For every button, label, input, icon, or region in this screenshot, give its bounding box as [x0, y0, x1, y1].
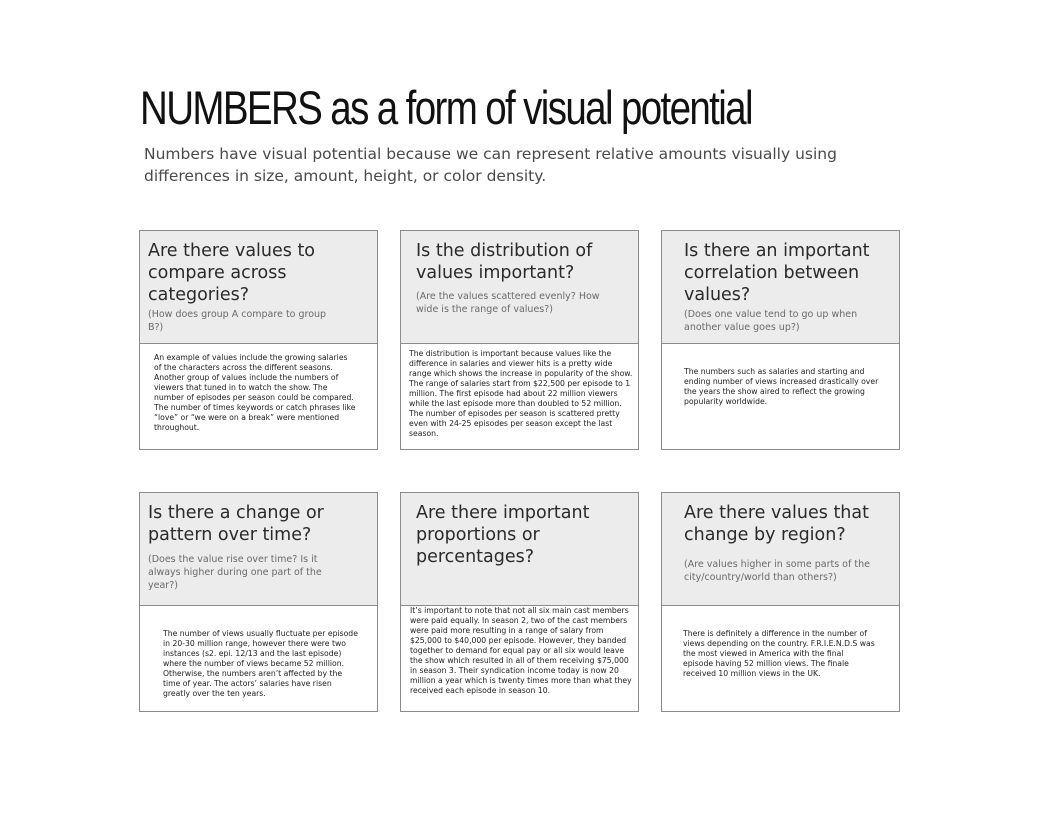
card-question: Are there important proportions or percentages? — [416, 503, 590, 567]
card-header — [401, 231, 638, 344]
card-compare-categories — [139, 230, 378, 450]
card-answer: The distribution is important because values like the difference in salaries and viewer hits is a pretty wide range which shows the increase in popularity of the show. The range of salaries start from $22,500 per episode to 1 million. The first episode had about 22 million viewers while the last episode more than doubled to 52 million. The number of episodes per season is scattered pretty even with 24-25 episodes per season except the last season. — [409, 349, 633, 438]
card-answer: An example of values include the growing salaries of the characters across the different seasons. Another group of values include the numbers of viewers that tuned in to watch the show. The number of episodes per season could be compared. The number of times keywords or catch phrases like “love” or “we were on a break” were mentioned throughout. — [154, 353, 356, 432]
card-proportions — [400, 492, 639, 712]
card-header — [662, 231, 899, 344]
card-answer: The number of views usually fluctuate per episode in 20-30 million range, however there were two instances (s2. epi. 12/13 and the last episode) where the number of views became 52 million. Otherwise, the numbers aren’t affected by the time of year. The actors’ salaries have risen greatly over the ten years. — [163, 629, 358, 698]
card-question: Is there a change or pattern over time? — [148, 503, 324, 545]
card-subquestion: (Does one value tend to go up when another value goes up?) — [684, 309, 858, 333]
card-header — [140, 493, 377, 606]
page-subtitle: Numbers have visual potential because we can represent relative amounts visually using differences in size, amount, height, or color density. — [144, 145, 837, 185]
card-change-over-time — [139, 492, 378, 712]
card-header — [662, 493, 899, 606]
card-question: Is there an important correlation between values? — [684, 241, 870, 305]
card-distribution — [400, 230, 639, 450]
card-subquestion: (How does group A compare to group B?) — [148, 309, 327, 333]
card-answer: The numbers such as salaries and starting and ending number of views increased drastically over the years the show aired to reflect the growing popularity worldwide. — [684, 367, 879, 406]
card-subquestion: (Are the values scattered evenly? How wide is the range of values?) — [416, 291, 600, 315]
page-title: NUMBERS as a form of visual potential — [140, 81, 752, 134]
card-header — [140, 231, 377, 344]
card-question: Are there values that change by region? — [684, 503, 869, 545]
card-subquestion: (Are values higher in some parts of the city/country/world than others?) — [684, 559, 870, 583]
card-subquestion: (Does the value rise over time? Is it always higher during one part of the year?) — [148, 554, 322, 591]
card-question: Are there values to compare across categories? — [148, 241, 316, 305]
card-question: Is the distribution of values important? — [416, 241, 593, 283]
card-answer: There is definitely a difference in the number of views depending on the country. F.R.I.E.N.D.S was the most viewed in America with the final episode having 52 million views. The finale received 10 million views in the UK. — [683, 629, 875, 678]
card-answer: It’s important to note that not all six main cast members were paid equally. In season 2, two of the cast members were paid more resulting in a range of salary from $25,000 to $40,000 per episode. However, they banded together to demand for equal pay or all six would leave the show which resulted in all of them receiving $75,000 in season 3. Their syndication income today is now 20 million a year which is twenty times more than what they received each episode in season 10. — [410, 606, 632, 695]
card-correlation — [661, 230, 900, 450]
card-header — [401, 493, 638, 606]
card-region — [661, 492, 900, 712]
